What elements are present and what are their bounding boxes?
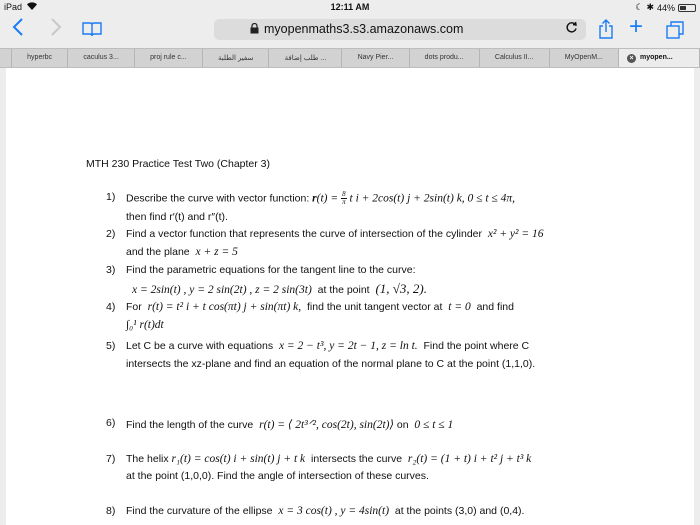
bluetooth-icon: ✱	[646, 2, 654, 12]
new-tab-button[interactable]: +	[629, 13, 644, 40]
tab-item[interactable]: proj rule c...	[135, 49, 203, 67]
bookmarks-icon[interactable]	[82, 22, 102, 37]
share-icon[interactable]	[598, 19, 614, 39]
tab-item[interactable]: dots produ...	[410, 49, 480, 67]
tab-item[interactable]: MyOpenM...	[550, 49, 619, 67]
tab-item-active[interactable]: × myopen...	[619, 49, 700, 67]
battery-icon	[678, 4, 696, 12]
page-content: MTH 230 Practice Test Two (Chapter 3) 1) Describe the curve with vector function: r(t) = $\frac{8}{\pi}$ t i + 2cos(t) j + 2sin(t) k, 0 ≤ t ≤ 4π, then find r′(t) and r″(t). 2) Find a vector function that represents the curve of intersection of the cylinder x² + y² = 16 and the plane x + z = 5 3) Find the parametric equations for the tangent line to the curve: x = 2sin(t) , y = 2 sin(2t) , z = 2 sin(3t) at the point (1, √3, 2). 4) For r(t) = t² i + t cos(πt) j + sin(πt) k, find the unit tangent vector at t = 0 and find ∫₀¹ r(t)dt 5) Let C be a curve with equations x = 2 − t³, y = 2t − 1, z = ln t. Find the point where C intersects the xz-plane and find an equation of the normal plane to C at the point (1,1,0). 6) Find the length of the curve r(t) = ⟨ 2t³ᐟ², cos(2t), sin(2t)⟩ on 0 ≤ t ≤ 1 7) The helix r₁(t) = cos(t) i + sin(t) j + t k intersects the curve r₂(t) = (1 + t) i + t² j + t³ k at the point (1,0,0). Find the angle of intersection of these curves. 8) Find the curvature of the ellipse x = 3 cos(t) , y = 4sin(t) at the points (3,0) and (0,4).	[6, 68, 694, 525]
status-bar	[0, 0, 700, 14]
back-button[interactable]	[12, 17, 24, 41]
tabs-overview-icon[interactable]	[666, 21, 684, 39]
tab-strip	[0, 48, 700, 68]
forward-button[interactable]	[50, 17, 62, 41]
moon-icon: ☾	[635, 2, 644, 12]
close-tab-icon[interactable]: ×	[627, 54, 636, 63]
battery-percent: 44%	[656, 2, 675, 13]
tab-item[interactable]: طلب إضافة ...	[269, 49, 342, 67]
clock: 12:11 AM	[330, 2, 370, 12]
status-right	[635, 2, 696, 13]
tab-item[interactable]: Calculus II...	[480, 49, 550, 67]
tab-item[interactable]: سفير الطلبة	[203, 49, 270, 67]
browser-toolbar	[0, 14, 700, 46]
tab-item[interactable]: Navy Pier...	[342, 49, 409, 67]
address-bar[interactable]	[214, 19, 586, 40]
tab-item[interactable]: hyperbc	[12, 49, 68, 67]
page-title: MTH 230 Practice Test Two (Chapter 3)	[86, 158, 271, 170]
device-label: iPad	[4, 2, 23, 12]
lock-icon	[250, 23, 259, 34]
tab-item[interactable]: caculus 3...	[68, 49, 135, 67]
url-text: myopenmaths3.s3.amazonaws.com	[264, 22, 464, 36]
reload-button[interactable]	[565, 21, 578, 37]
tab-overflow[interactable]	[0, 49, 12, 67]
